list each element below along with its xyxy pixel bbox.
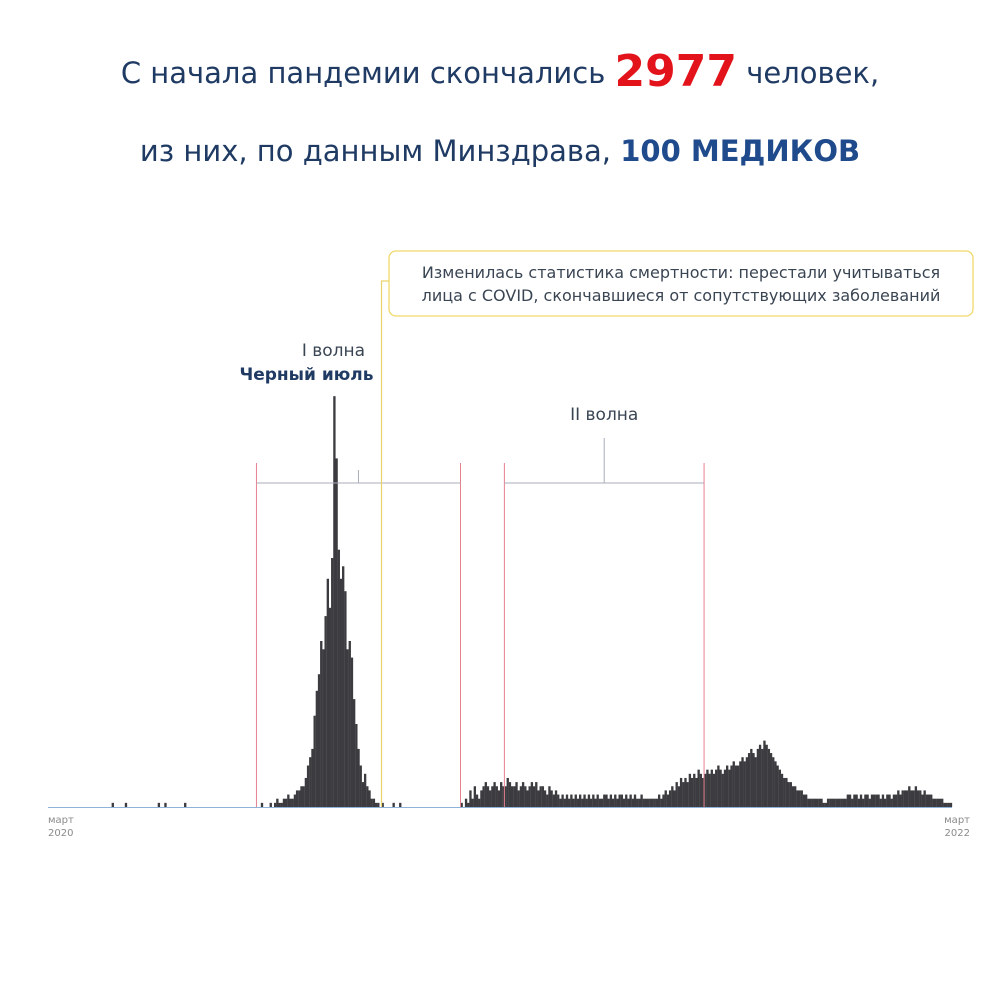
bar (632, 799, 634, 807)
x-start-label-month: март (48, 815, 74, 826)
bar (827, 799, 829, 807)
bar (937, 799, 939, 807)
bar (627, 799, 629, 807)
bar (298, 790, 300, 807)
bar (540, 786, 542, 807)
bar (557, 795, 559, 807)
bar (568, 799, 570, 807)
bar (333, 396, 335, 807)
bar (535, 782, 537, 807)
bar (897, 790, 899, 807)
bar (346, 649, 348, 807)
bar (303, 786, 305, 807)
bar (794, 786, 796, 807)
bar (164, 803, 166, 807)
bar (324, 616, 326, 807)
bar (500, 782, 502, 807)
bar (522, 782, 524, 807)
bar (112, 803, 114, 807)
bar (482, 786, 484, 807)
bar (276, 799, 278, 807)
wave-2-label: II волна (570, 405, 639, 425)
bar (645, 799, 647, 807)
bar (680, 778, 682, 807)
bar (399, 803, 401, 807)
bar (577, 799, 579, 807)
bar (785, 778, 787, 807)
bar (270, 803, 272, 807)
bar (550, 790, 552, 807)
headline-prefix-2: из них, по данным Минздрава, (139, 134, 612, 168)
bar (610, 795, 612, 807)
bar (691, 778, 693, 807)
bar (511, 786, 513, 807)
bar (614, 795, 616, 807)
bar (939, 799, 941, 807)
bar (739, 761, 741, 807)
bar (770, 753, 772, 807)
bar (296, 790, 298, 807)
bar (524, 786, 526, 807)
bar (184, 803, 186, 807)
bar (340, 579, 342, 807)
bar (899, 795, 901, 807)
bar (480, 790, 482, 807)
bar (706, 770, 708, 807)
bar (588, 795, 590, 807)
bar (728, 770, 730, 807)
bar (750, 749, 752, 807)
bar (932, 799, 934, 807)
bar (816, 799, 818, 807)
bar (667, 795, 669, 807)
bar (583, 795, 585, 807)
bar (825, 803, 827, 807)
bar (665, 790, 667, 807)
bar (792, 786, 794, 807)
bar (392, 803, 394, 807)
bar (849, 795, 851, 807)
bar (948, 803, 950, 807)
bar (805, 795, 807, 807)
bar (311, 749, 313, 807)
bar (684, 778, 686, 807)
bar (923, 790, 925, 807)
bar (289, 799, 291, 807)
bar (283, 799, 285, 807)
bar (548, 786, 550, 807)
bar (733, 761, 735, 807)
bar (314, 716, 316, 807)
bar (656, 799, 658, 807)
bar (474, 786, 476, 807)
bar (669, 790, 671, 807)
bar (693, 774, 695, 807)
bar (934, 799, 936, 807)
bar (285, 799, 287, 807)
bar (629, 795, 631, 807)
bar (855, 795, 857, 807)
bar (520, 786, 522, 807)
bar (507, 778, 509, 807)
bar (603, 795, 605, 807)
bar (300, 786, 302, 807)
bar (752, 753, 754, 807)
bar (375, 803, 377, 807)
bar (779, 770, 781, 807)
bar (910, 790, 912, 807)
bar (713, 774, 715, 807)
bar (331, 558, 333, 807)
bar (755, 757, 757, 807)
bar (809, 799, 811, 807)
bar (726, 766, 728, 808)
bar (647, 799, 649, 807)
bar (274, 803, 276, 807)
bar (928, 795, 930, 807)
bar (335, 458, 337, 807)
bar (715, 770, 717, 807)
bar (689, 774, 691, 807)
bar (623, 799, 625, 807)
bar (812, 799, 814, 807)
bar (882, 795, 884, 807)
bar (687, 782, 689, 807)
bar (840, 799, 842, 807)
bar (871, 795, 873, 807)
bar (820, 799, 822, 807)
bar (309, 757, 311, 807)
bar (875, 795, 877, 807)
bar (487, 786, 489, 807)
bar (546, 795, 548, 807)
bar (945, 803, 947, 807)
bar (700, 774, 702, 807)
bar (518, 790, 520, 807)
bar (612, 799, 614, 807)
bar (737, 766, 739, 808)
bar (774, 761, 776, 807)
bar (829, 799, 831, 807)
bar (950, 803, 952, 807)
bar (305, 778, 307, 807)
bar (638, 799, 640, 807)
bar (329, 608, 331, 807)
x-end-label-year: 2022 (944, 828, 970, 839)
bar (579, 795, 581, 807)
bar (561, 795, 563, 807)
bar (351, 658, 353, 807)
bar (318, 674, 320, 807)
bar (342, 566, 344, 807)
bar (640, 795, 642, 807)
bar (498, 790, 500, 807)
bar (465, 799, 467, 807)
bar (357, 749, 359, 807)
bar (919, 790, 921, 807)
headline-prefix: С начала пандемии скончались (120, 56, 606, 90)
bar (744, 761, 746, 807)
bar (834, 799, 836, 807)
bar (654, 799, 656, 807)
annotation-text-line-1: Изменилась статистика смертности: перестали учитываться (421, 263, 941, 282)
bar (781, 774, 783, 807)
bar (261, 803, 263, 807)
bar (373, 799, 375, 807)
bar (581, 799, 583, 807)
bar (599, 799, 601, 807)
bar (292, 799, 294, 807)
medics-count: 100 МЕДИКОВ (620, 134, 861, 168)
bar (748, 753, 750, 807)
bar (542, 786, 544, 807)
annotation-connector (382, 281, 389, 807)
bar (360, 766, 362, 808)
bar (526, 790, 528, 807)
bar (625, 795, 627, 807)
bar (908, 786, 910, 807)
x-start-label-year: 2020 (48, 828, 74, 839)
bar (320, 641, 322, 807)
bar (294, 795, 296, 807)
bar (853, 795, 855, 807)
bar (377, 803, 379, 807)
bar (555, 790, 557, 807)
bar (355, 724, 357, 807)
bar (913, 790, 915, 807)
bar (697, 770, 699, 807)
bar (766, 745, 768, 807)
bar (873, 795, 875, 807)
bar (590, 799, 592, 807)
bar (858, 799, 860, 807)
headline-suffix: человек, (746, 56, 880, 90)
bar (831, 799, 833, 807)
bar (537, 790, 539, 807)
bar (930, 795, 932, 807)
bar (772, 757, 774, 807)
bar (316, 691, 318, 807)
bar (368, 790, 370, 807)
bar (803, 795, 805, 807)
bar (724, 770, 726, 807)
bar (847, 795, 849, 807)
bar (891, 799, 893, 807)
bar (467, 803, 469, 807)
bar (349, 641, 351, 807)
bar (796, 790, 798, 807)
bar (643, 799, 645, 807)
bar (570, 795, 572, 807)
bar (768, 749, 770, 807)
bar (496, 786, 498, 807)
bar (660, 799, 662, 807)
bar (671, 786, 673, 807)
bar (676, 782, 678, 807)
bar (621, 795, 623, 807)
wave-1-label: I волна (301, 341, 366, 361)
bar (566, 795, 568, 807)
bar (886, 795, 888, 807)
bar (759, 745, 761, 807)
bar (746, 757, 748, 807)
bar (838, 799, 840, 807)
bar (917, 790, 919, 807)
bar (649, 799, 651, 807)
bar (594, 799, 596, 807)
bar (877, 795, 879, 807)
bar (592, 795, 594, 807)
bar (533, 786, 535, 807)
bar (851, 799, 853, 807)
bar (344, 591, 346, 807)
bar (798, 790, 800, 807)
bar (489, 790, 491, 807)
bar (814, 799, 816, 807)
bar (884, 799, 886, 807)
bar (776, 766, 778, 808)
bar (869, 799, 871, 807)
bar (575, 795, 577, 807)
bar (605, 795, 607, 807)
bar (708, 774, 710, 807)
bar (636, 799, 638, 807)
bar (553, 795, 555, 807)
bar (371, 799, 373, 807)
bar (618, 795, 620, 807)
bar (327, 579, 329, 807)
bar (544, 790, 546, 807)
bar (842, 799, 844, 807)
bar (682, 782, 684, 807)
bar (564, 799, 566, 807)
bar (509, 782, 511, 807)
bar (719, 770, 721, 807)
bar (491, 786, 493, 807)
bar (322, 649, 324, 807)
bar (888, 795, 890, 807)
bar (844, 799, 846, 807)
bar (866, 795, 868, 807)
bar (860, 795, 862, 807)
bar (586, 799, 588, 807)
x-end-label-month: март (944, 815, 970, 826)
bar (658, 795, 660, 807)
bar (695, 778, 697, 807)
bar (761, 749, 763, 807)
annotation-text-line-2: лица с COVID, скончавшиеся от сопутствующих заболеваний (421, 286, 941, 305)
bar (783, 778, 785, 807)
bar (818, 799, 820, 807)
bar (730, 766, 732, 808)
death-count: 2977 (614, 46, 738, 97)
bar (880, 799, 882, 807)
bar (673, 790, 675, 807)
bar (338, 550, 340, 807)
bar (362, 782, 364, 807)
bar (476, 795, 478, 807)
bar (651, 799, 653, 807)
bar (531, 782, 533, 807)
bar (823, 803, 825, 807)
bar (807, 799, 809, 807)
bar (469, 790, 471, 807)
bar (515, 782, 517, 807)
bar (904, 790, 906, 807)
bar (801, 790, 803, 807)
bar (895, 795, 897, 807)
bar (864, 795, 866, 807)
bar (926, 795, 928, 807)
bar (281, 803, 283, 807)
bar (616, 799, 618, 807)
bar (790, 782, 792, 807)
bar (678, 786, 680, 807)
bar (601, 799, 603, 807)
bar (366, 786, 368, 807)
wave-1-sublabel: Черный июль (239, 365, 374, 385)
bar (158, 803, 160, 807)
bar (943, 803, 945, 807)
bar (722, 774, 724, 807)
bar (572, 799, 574, 807)
bar (763, 741, 765, 807)
bar (608, 799, 610, 807)
bar (915, 786, 917, 807)
bar (597, 795, 599, 807)
bar (941, 799, 943, 807)
bar (287, 795, 289, 807)
bar (485, 782, 487, 807)
bar (634, 795, 636, 807)
bar (921, 795, 923, 807)
bar (125, 803, 127, 807)
bar (893, 795, 895, 807)
annotation-box (389, 251, 973, 316)
bar (787, 782, 789, 807)
bar (307, 766, 309, 808)
bar (493, 782, 495, 807)
bar (478, 799, 480, 807)
bar (364, 774, 366, 807)
bar (662, 795, 664, 807)
bar (529, 786, 531, 807)
bar (902, 790, 904, 807)
bar (711, 770, 713, 807)
bar (862, 799, 864, 807)
bar (353, 699, 355, 807)
bar (741, 757, 743, 807)
bar (735, 766, 737, 808)
bar (278, 803, 280, 807)
bar (757, 749, 759, 807)
bar (471, 799, 473, 807)
bar (559, 799, 561, 807)
bar (717, 766, 719, 808)
bar (906, 790, 908, 807)
bar (513, 786, 515, 807)
bar (836, 799, 838, 807)
